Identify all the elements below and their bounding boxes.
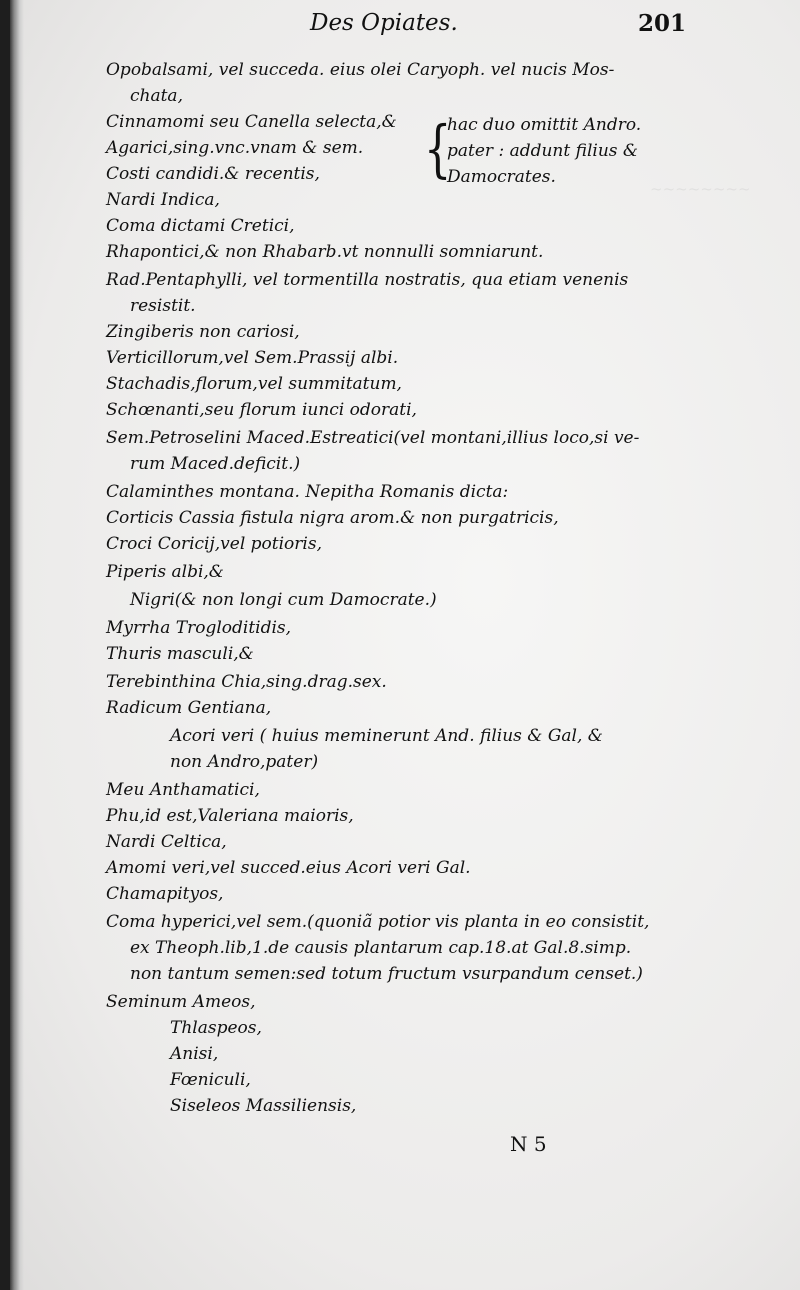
text-line: Coma dictami Cretici, (106, 216, 295, 236)
page-gutter (10, 0, 24, 1290)
text-line: Siseleos Massiliensis, (170, 1096, 357, 1116)
text-line: Costi candidi.& recentis, (106, 164, 320, 184)
text-line: Croci Coricij,vel potioris, (106, 534, 322, 554)
brace-note-line: Damocrates. (447, 167, 556, 187)
brace-note-line: hac duo omittit Andro. (447, 115, 642, 135)
brace-note (447, 112, 641, 190)
text-line: Terebinthina Chia,sing.drag.sex. (106, 672, 387, 692)
text-line: Corticis Cassia fistula nigra arom.& non purgatricis, (106, 508, 559, 528)
text-line: Rad.Pentaphylli, vel tormentilla nostratis, qua etiam venenis (106, 270, 629, 290)
text-line: Verticillorum,vel Sem.Prassij albi. (106, 348, 399, 368)
text-line: rum Maced.deficit.) (130, 454, 301, 474)
signature-mark: N 5 (510, 1132, 547, 1156)
text-line: non tantum semen:sed totum fructum vsurpandum censet.) (130, 964, 643, 984)
text-line: Nardi Indica, (106, 190, 220, 210)
text-line: Anisi, (170, 1044, 219, 1064)
text-line: Fœniculi, (170, 1070, 251, 1090)
text-line: Sem.Petroselini Maced.Estreatici(vel montani,illius loco,si ve- (106, 428, 640, 448)
text-line: chata, (130, 86, 183, 106)
text-line: resistit. (130, 296, 196, 316)
text-line: Calaminthes montana. Nepitha Romanis dicta: (106, 482, 509, 502)
text-line: Radicum Gentiana, (106, 698, 272, 718)
page-number: 201 (638, 10, 687, 37)
text-line: Opobalsami, vel succeda. eius olei Caryoph. vel nucis Mos- (106, 60, 615, 80)
text-line: Meu Anthamatici, (106, 780, 260, 800)
text-line: ex Theoph.lib,1.de causis plantarum cap.18.at Gal.8.simp. (130, 938, 632, 958)
text-line: Cinnamomi seu Canella selecta,& (106, 112, 397, 132)
brace-note-line: pater : addunt filius & (447, 141, 639, 161)
text-line: Agarici,sing.vnc.vnam & sem. (106, 138, 364, 158)
text-line: Stachadis,florum,vel summitatum, (106, 374, 402, 394)
book-page (10, 0, 800, 1290)
text-line: Thuris masculi,& (106, 644, 254, 664)
text-line: Chamapityos, (106, 884, 224, 904)
text-line: Nardi Celtica, (106, 832, 227, 852)
text-line: Nigri(& non longi cum Damocrate.) (130, 590, 437, 610)
text-line: Acori veri ( huius meminerunt And. filius & Gal, & (170, 726, 603, 746)
text-line: Zingiberis non cariosi, (106, 322, 300, 342)
text-line: Myrrha Trogloditidis, (106, 618, 292, 638)
running-title: Des Opiates. (310, 10, 458, 36)
text-line: Phu,id est,Valeriana maioris, (106, 806, 354, 826)
text-line: Seminum Ameos, (106, 992, 256, 1012)
text-line: non Andro,pater) (170, 752, 319, 772)
bleed-through: ~~~~~~~~ (650, 180, 751, 198)
text-line: Schœnanti,seu florum iunci odorati, (106, 400, 417, 420)
text-line: Coma hyperici,vel sem.(quoniã potior vis planta in eo consistit, (106, 912, 650, 932)
text-line: Rhapontici,& non Rhabarb.vt nonnulli somniarunt. (106, 242, 544, 262)
text-line: Amomi veri,vel succed.eius Acori veri Gal. (106, 858, 471, 878)
text-line: Piperis albi,& (106, 562, 224, 582)
text-line: Thlaspeos, (170, 1018, 262, 1038)
curly-brace-icon: { (423, 112, 452, 185)
